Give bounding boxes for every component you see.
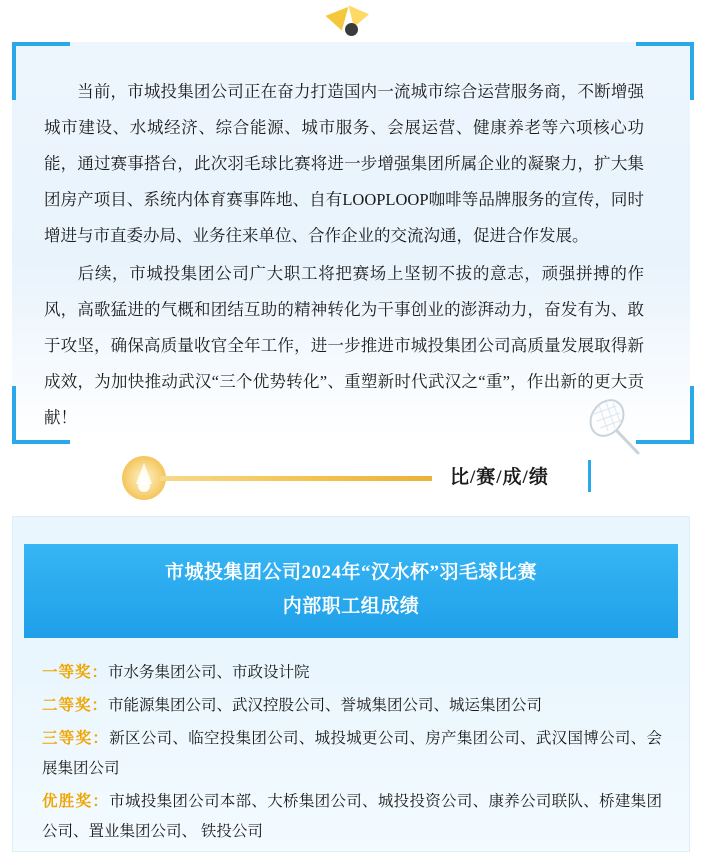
panel-corner-top-right [636, 42, 694, 100]
results-card [12, 516, 690, 852]
award-winners: 市水务集团公司、市政设计院 [108, 664, 310, 681]
paragraph-one-text: 当前，市城投集团公司正在奋力打造国内一流城市综合运营服务商，不断增强城市建设、水城经济、综合能源、城市服务、会展运营、健康养老等六项核心功能，通过赛事搭台，此次羽毛球比赛将进一步增强集团所属企业的凝聚力，扩大集团房产项目、系统内体育赛事阵地、自有LOOPLOOP咖啡等品牌服务的宣传，同时增进与市直委办局、业务往来单位、合作企业的交流沟通，促进合作发展。 [44, 82, 644, 245]
award-level: 三等奖： [42, 730, 110, 747]
section-title: 比/赛/成/绩 [450, 467, 549, 488]
award-row [42, 787, 662, 847]
award-winners: 新区公司、临空投集团公司、城投城更公司、房产集团公司、武汉国博公司、会展集团公司 [42, 730, 662, 777]
award-row [42, 724, 662, 784]
results-banner [24, 544, 678, 638]
top-decoration [0, 2, 702, 42]
award-winners: 市城投集团公司本部、大桥集团公司、城投投资公司、康养公司联队、桥建集团公司、置业集团公司、 铁投公司 [42, 793, 662, 840]
award-level: 二等奖： [42, 697, 109, 714]
results-banner-line2: 内部职工组成绩 [282, 596, 420, 617]
section-accent-bar [588, 460, 591, 492]
shuttle-head [345, 23, 358, 36]
section-rule [160, 476, 432, 481]
results-banner-line1: 市城投集团公司2024年“汉水杯”羽毛球比赛 [164, 562, 537, 583]
award-level: 一等奖： [42, 664, 109, 681]
awards-list [42, 658, 662, 850]
paragraph-two-text: 后续，市城投集团公司广大职工将把赛场上坚韧不拔的意志，顽强拼搏的作风，高歌猛进的气概和团结互助的精神转化为干事创业的澎湃动力，奋发有为、敢于攻坚，确保高质量收官全年工作，进一步推进市城投集团公司高质量发展取得新成效，为加快推动武汉“三个优势转化”、重塑新时代武汉之“重”，作出新的更大贡献！ [44, 264, 644, 427]
badminton-shuttlecock-icon [328, 2, 374, 36]
award-row [42, 691, 662, 721]
paragraph-two [44, 256, 644, 436]
award-level: 优胜奖： [42, 793, 110, 810]
badminton-racket-icon [580, 398, 650, 458]
paragraph-one [44, 74, 644, 254]
award-winners: 市能源集团公司、武汉控股公司、誉城集团公司、城运集团公司 [108, 697, 543, 714]
section-heading [0, 452, 702, 510]
award-row [42, 658, 662, 688]
